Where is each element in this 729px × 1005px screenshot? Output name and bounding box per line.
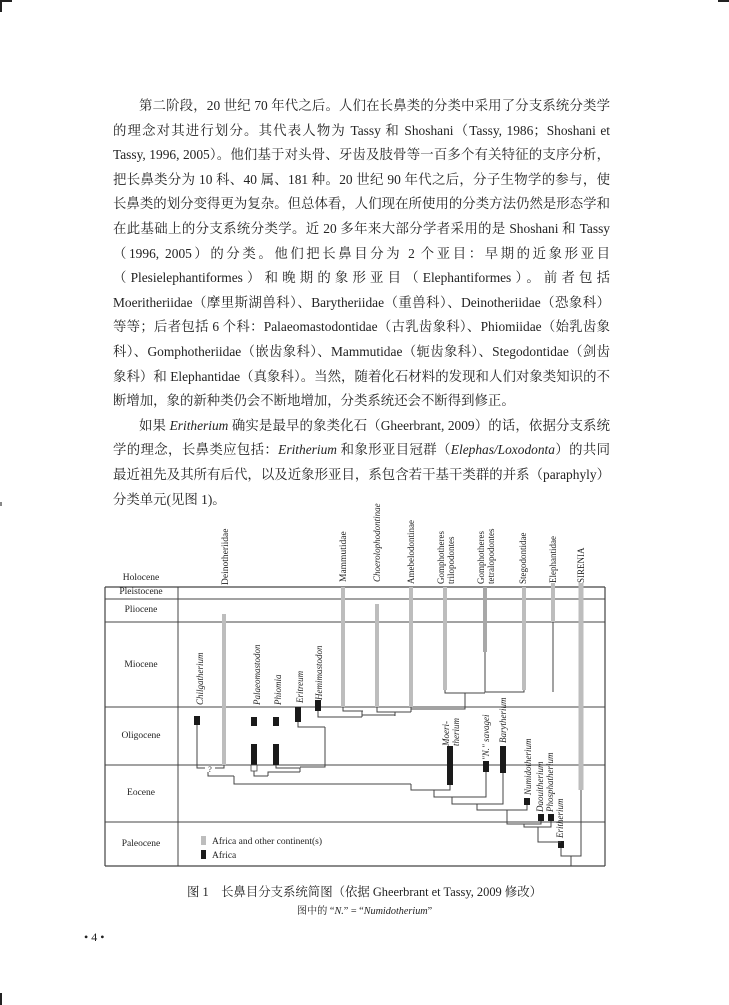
cladogram-branch [452,773,503,804]
taxon-range-bar [483,761,489,772]
page-number: • 4 • [84,930,105,944]
cladogram-branch [445,690,485,693]
taxon-label: Moeri-therium [441,718,461,746]
taxon-range-bar [315,700,321,711]
text-segment: Eritherium [278,442,337,458]
taxon-label: Eritreum [295,670,305,703]
taxon-label: Gomphotherestrilopodontes [436,531,456,584]
note-abbr: N. [334,906,344,917]
text-segment: 第二阶段，20 世纪 70 年代之后。人们在长鼻类的分类中采用了分支系统分类学的理念对其进行划分。其代表人物为 Tassy 和 Shoshani（Tassy, 1986；Shoshani et Tassy, 1996, 2005）。他们基于对头骨、牙齿及肢骨等一百多个有关特征的支序分析，把长鼻类分为 10 科、40 属、181 种。20 世纪 90 年代之后，分子生物学的参与，使长鼻类的划分变得更为复杂。但总体看，人们现在所使用的分类方法仍然是形态学和在此基础上的分支系统分类学。近 20 多年来大部分学者采用的是 Shoshani 和 Tassy（1996, 2005）的分类。他们把长鼻目分为 2 个亚目：早期的近象形亚目（Plesielephantiformes）和晚期的象形亚目（Elephantiformes）。前者包括 Moeritheriidae（摩里斯湖兽科）、Barytheriidae（重兽科）、Deinotheriidae（恐象科）等等；后者包括 6 个科：Palaeomastodontidae（古乳齿象科）、Phiomiidae（始乳齿象科）、Gomphotheriidae（嵌齿象科）、Mammutidae（轭齿象科）、Stegodontidae（剑齿象科）和 Elephantidae（真象科）。当然，随着化石材料的发现和人们对象类知识的不断增加，象的新种类仍会不断地增加，分类系统还会不断得到修正。 [113,98,610,409]
cladogram-branch [318,711,362,717]
cladogram-branch [343,707,363,711]
figure-note [0,902,729,917]
taxon-range-bar [551,583,555,622]
cladogram-branch [485,652,524,692]
cladogram-branch [377,707,411,712]
taxon-label: Hemimastodon [314,645,324,700]
taxon-range-bar [483,587,487,652]
taxon-range-bar [273,744,279,765]
note-prefix: 图中的 “ [296,906,335,917]
text-segment: 和象形亚目冠群（ [336,442,451,458]
uncertain-range-box [251,765,257,771]
cladogram-branch [411,784,450,790]
legend-label: Africa and other continent(s) [212,837,322,847]
taxon-label: "N." savagei [481,714,491,760]
taxon-range-bar [524,798,530,805]
taxon-label: Daouitherium [535,761,545,812]
taxon-range-bar [375,604,379,707]
taxon-range-bar [579,583,584,790]
epoch-label: Eocene [127,788,155,798]
taxon-range-bar [273,717,279,726]
taxon-label: Amebelodontinae [406,520,416,584]
legend-swatch-gray [201,836,206,845]
taxon-range-bar [500,746,506,773]
note-suffix: ” [427,906,433,917]
taxon-label: Phosphatherium [545,752,555,812]
cladogram-branch [268,772,300,776]
taxon-label: Barytherium [498,697,508,743]
epoch-label: Paleocene [121,839,161,849]
taxon-label: Elephantidae [548,536,558,583]
note-mid: ” = “ [343,906,364,917]
taxon-label: Gomphotherestetralopodontes [476,528,496,584]
cladogram-branch [197,725,205,768]
legend-swatch-black [201,850,206,859]
taxon-range-bar [522,587,526,690]
taxon-range-bar [222,614,226,765]
epoch-label: Pleistocene [119,587,163,597]
taxon-range-bar [251,744,257,765]
taxon-label: Eritherium [555,798,565,838]
cladogram-branch [254,771,268,776]
taxon-range-bar [194,716,200,725]
taxon-range-bar [447,746,453,785]
cladogram-branch [298,722,325,727]
taxon-range-bar [548,814,554,821]
cladogram-branch [234,776,411,784]
taxon-range-bar [295,707,301,722]
question-mark-annotation: ? [208,765,212,774]
taxon-range-bar [409,587,413,707]
taxon-range-bar [538,814,544,821]
cladogram-branch [434,772,486,797]
taxon-label: Palaeomastodon [252,644,262,705]
taxon-label: Deinotheriidae [221,528,231,585]
taxon-label: Stegodontidae [518,532,528,584]
text-segment: ）的共同最近祖先及其所有后代，以及近象形亚目，系包含若干基干类群的并系（paraphyly）分类单元(见图 1)。 [113,442,611,507]
epoch-label: Oligocene [121,731,161,741]
note-full: Numidotherium [363,906,428,917]
text-segment: Eritherium [169,417,229,433]
figure-caption: 图 1 长鼻目分支系统简图（依据 Gheerbrant et Tassy, 2009 修改） [187,885,542,899]
taxon-label: SIRENIA [576,547,586,583]
legend-label: Africa [212,851,237,861]
taxon-label: Numidotherium [523,738,533,795]
taxon-range-bar [251,717,257,726]
taxon-label: Choerolophodontinae [372,503,382,582]
text-segment: Elephas/Loxodonta [450,442,555,458]
epoch-label: Pliocene [124,605,158,615]
cladogram-branch [411,693,465,712]
epoch-label: Miocene [124,660,158,670]
taxon-range-bar [443,587,447,690]
taxon-label: Mammutidae [339,531,349,582]
cladogram-branch [276,765,300,772]
cladogram-branch [208,772,234,776]
taxon-range-bar [341,587,345,707]
cladogram-branch [300,727,325,767]
taxon-label: Phiomia [273,674,283,705]
taxon-label: Chilgatherium [195,652,205,705]
cladogram-branch [477,804,527,810]
text-segment: 确实是最早的象类化石（Gheerbrant, 2009）的话，依据分支系统学的理念，长鼻类应包括： [113,417,610,458]
epoch-label: Holocene [122,573,160,583]
text-segment: 如果 [139,417,170,433]
